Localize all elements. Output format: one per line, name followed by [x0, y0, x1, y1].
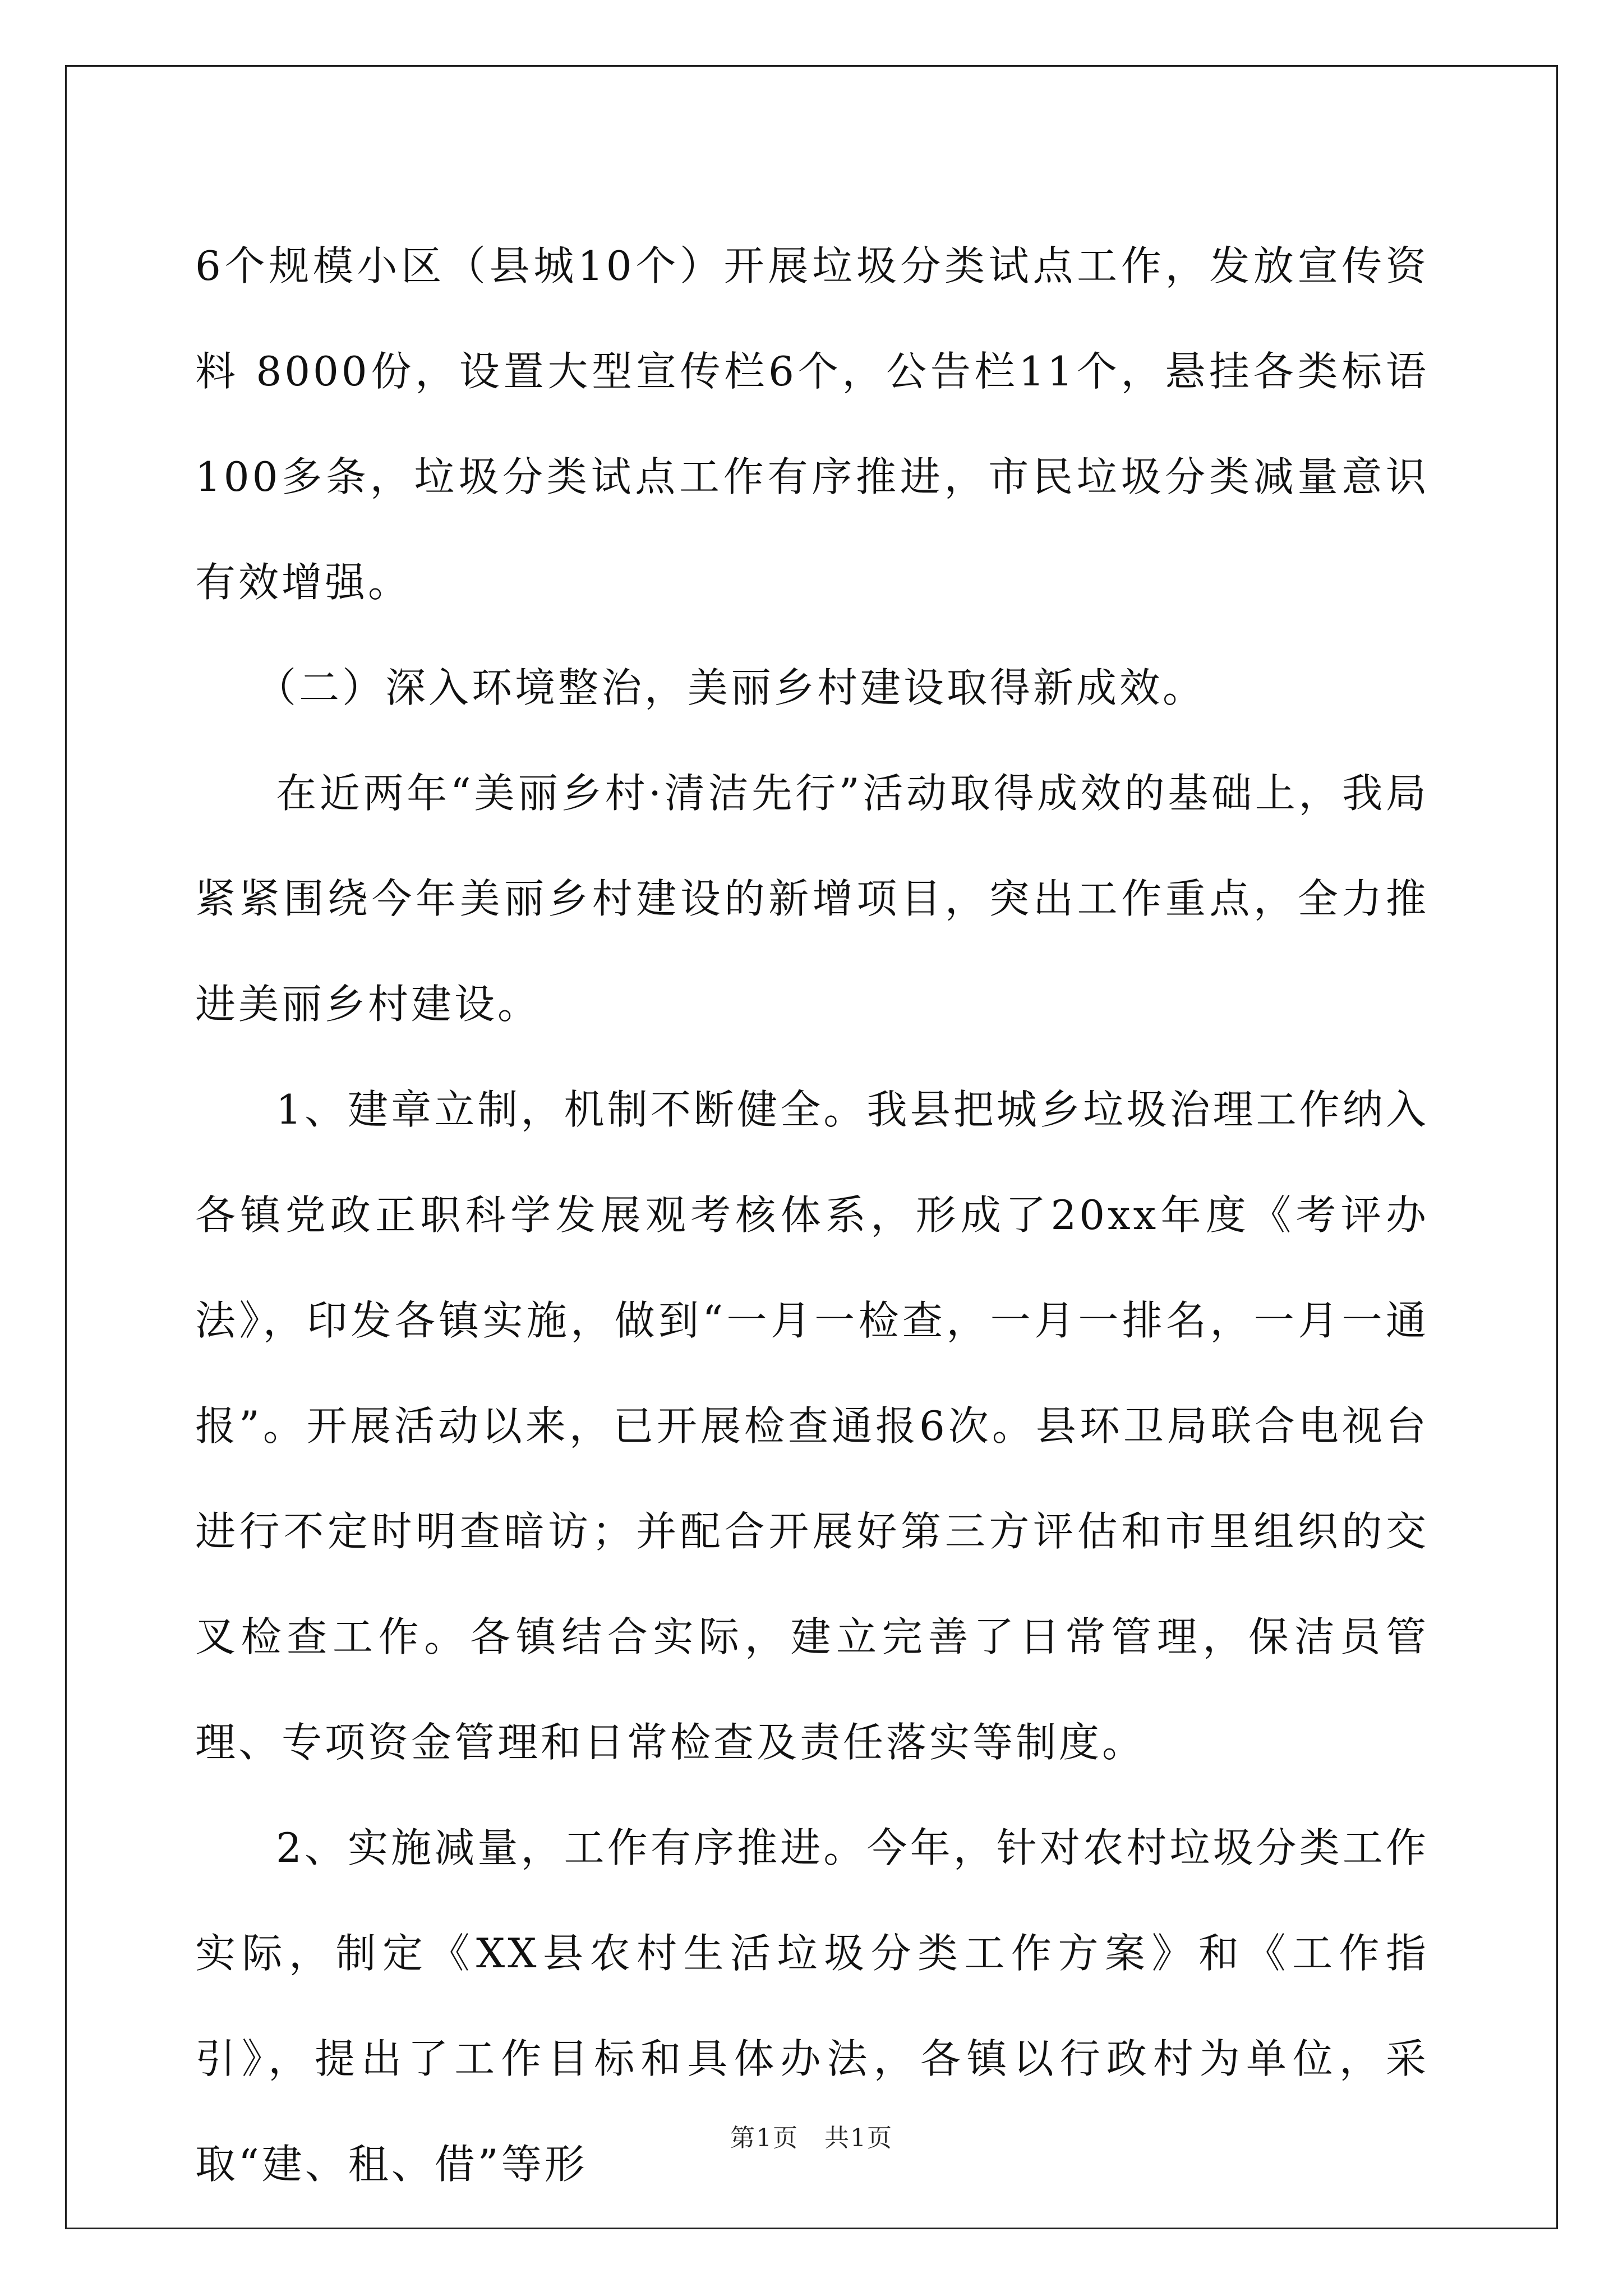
page-footer: 第1页 共1页: [730, 2124, 893, 2152]
section-heading: （二）深入环境整治，美丽乡村建设取得新成效。: [256, 664, 1206, 711]
paragraph-5: 2、实施减量，工作有序推进。今年，针对农村垃圾分类工作实际，制定《XX县农村生活垃圾分类工作方案》和《工作指引》，提出了工作目标和具体办法，各镇以行政村为单位，采取“建、租、借”等形: [195, 1824, 1429, 2188]
document-body: [195, 213, 1429, 2217]
paragraph-4: 1、建章立制，机制不断健全。我县把城乡垃圾治理工作纳入各镇党政正职科学发展观考核体系，形成了20xx年度《考评办法》，印发各镇实施，做到“一月一检查，一月一排名，一月一通报”。开展活动以来，已开展检查通报6次。县环卫局联合电视台进行不定时明查暗访；并配合开展好第三方评估和市里组织的交叉检查工作。各镇结合实际，建立完善了日常管理，保洁员管理、专项资金管理和日常检查及责任落实等制度。: [195, 1086, 1429, 1766]
paragraph-1: 6个规模小区（县城10个）开展垃圾分类试点工作，发放宣传资料 8000份，设置大型宣传栏6个，公告栏11个，悬挂各类标语100多条，垃圾分类试点工作有序推进，市民垃圾分类减量意识有效增强。: [195, 242, 1429, 606]
paragraph-3: 在近两年“美丽乡村·清洁先行”活动取得成效的基础上，我局紧紧围绕今年美丽乡村建设的新增项目，突出工作重点，全力推进美丽乡村建设。: [195, 770, 1429, 1028]
